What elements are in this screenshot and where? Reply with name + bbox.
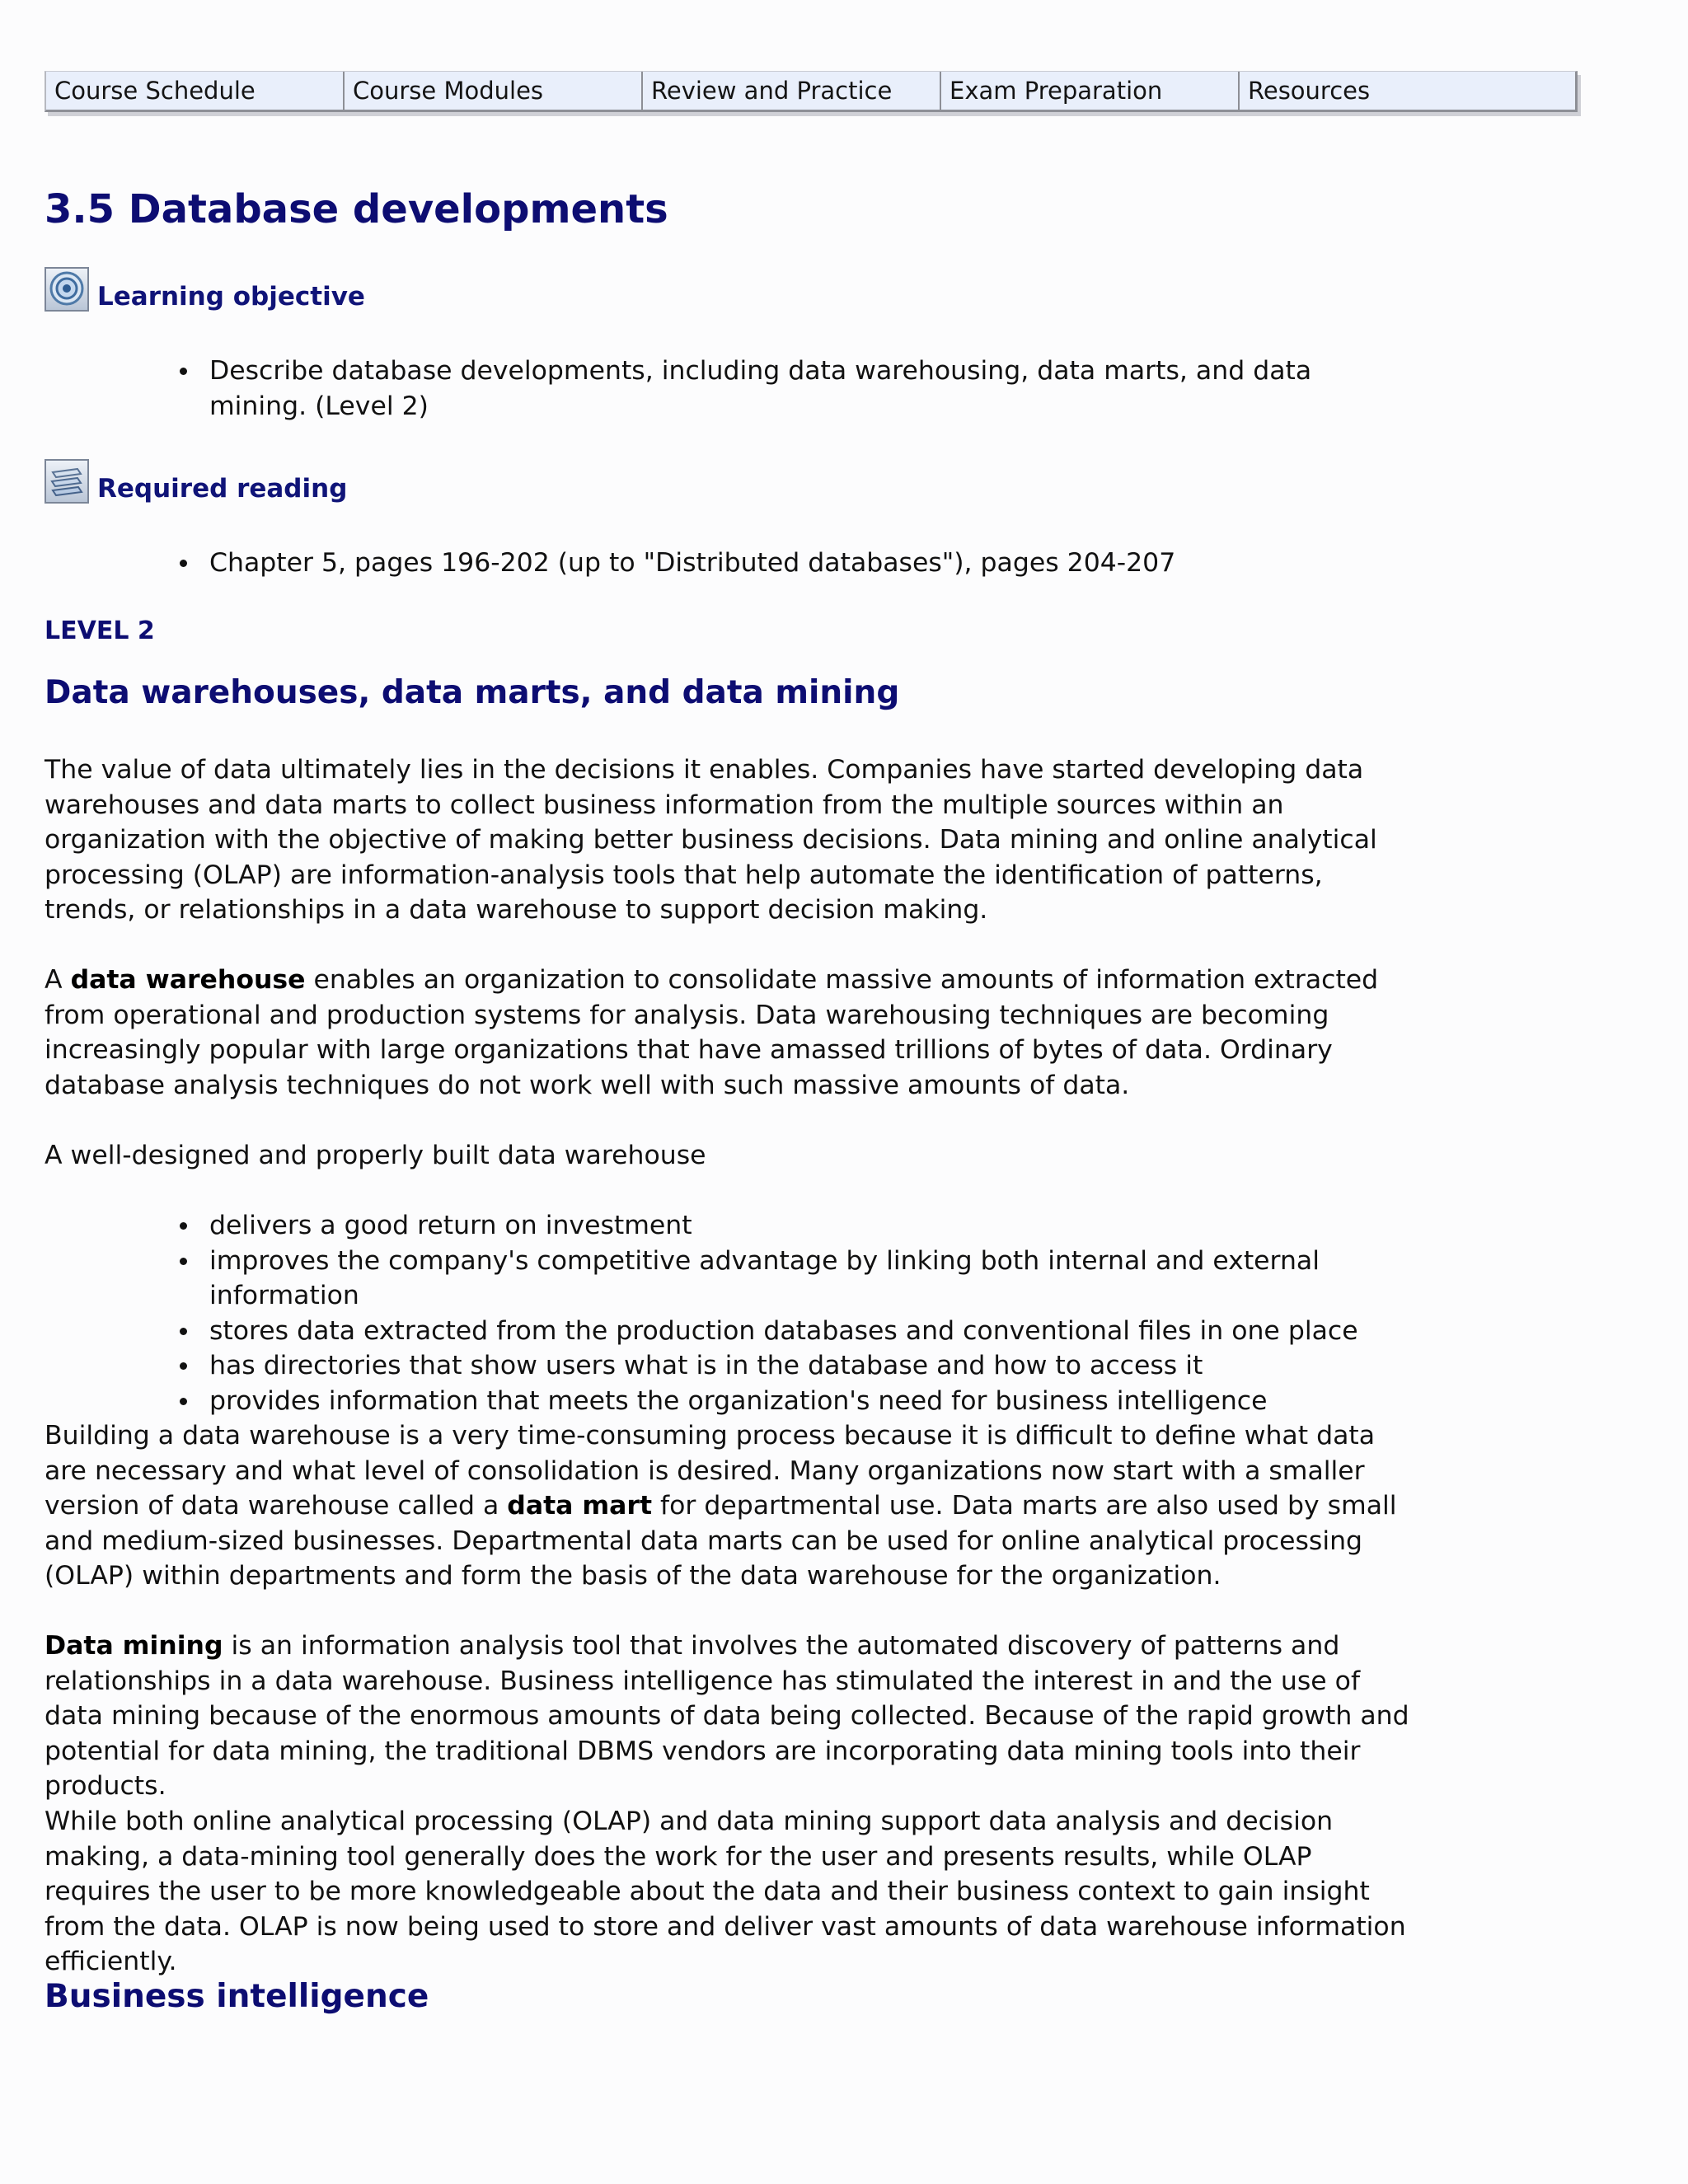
paragraph-data-mart: [45, 1418, 1413, 1594]
learning-objective-heading: Learning objective: [97, 282, 365, 312]
list-item: improves the company's competitive advantage by linking both internal and external information: [45, 1244, 1429, 1314]
paragraph-intro: The value of data ultimately lies in the decisions it enables. Companies have started developing data warehouses and data marts to collect business information from the multiple sources within an organization with the objective of making better business decisions. Data mining and online analytical processing (OLAP) are information-analysis tools that help automate the identification of patterns, trends, or relationships in a data warehouse to support decision making.: [45, 755, 1377, 925]
learning-objective-list: [45, 354, 1429, 424]
paragraph-well-designed: A well-designed and properly built data warehouse: [45, 1141, 706, 1170]
list-item: Describe database developments, including data warehousing, data marts, and data mining. (Level 2): [45, 354, 1429, 424]
target-icon: [45, 267, 89, 312]
required-reading-heading: Required reading: [97, 474, 348, 504]
term-data-warehouse: data warehouse: [70, 965, 306, 995]
section-heading-business-intelligence: Business intelligence: [45, 1978, 429, 2015]
list-item: Chapter 5, pages 196-202 (up to "Distributed databases"), pages 204-207: [45, 546, 1429, 581]
nav-course-modules[interactable]: Course Modules: [345, 72, 643, 110]
list-item: provides information that meets the organization's need for business intelligence: [45, 1384, 1429, 1419]
term-data-mart: data mart: [507, 1491, 653, 1521]
page-title: 3.5 Database developments: [45, 186, 668, 232]
text: Building a data warehouse is a very time-consuming process because it is difficult to define what data are necessary and what level of consolidation is desired. Many organizations now start with a smaller version of data warehouse called a: [45, 1421, 1376, 1521]
text: enables an organization to consolidate massive amounts of information extracted from operational and production systems for analysis. Data warehousing techniques are becoming increasingly popular with large organizations that have amassed trillions of bytes of data. Ordinary database analysis techniques do not work well with such massive amounts of data.: [45, 965, 1379, 1100]
nav-exam-preparation[interactable]: Exam Preparation: [941, 72, 1240, 110]
paragraph-data-warehouse: [45, 963, 1413, 1103]
required-reading-list: [45, 546, 1429, 581]
benefits-list: [45, 1208, 1429, 1418]
books-icon: [45, 459, 89, 504]
nav-review-and-practice[interactable]: Review and Practice: [643, 72, 941, 110]
required-reading-header: [45, 459, 347, 504]
nav-resources[interactable]: Resources: [1248, 77, 1371, 105]
nav-course-schedule[interactable]: Course Schedule: [46, 72, 345, 110]
text: is an information analysis tool that involves the automated discovery of patterns and relationships in a data warehouse. Business intelligence has stimulated the interest in and the use of data mining because of the enormous amounts of data being collected. Because of the rapid growth and potential for data mining, the traditional DBMS vendors are incorporating data mining tools into their products.: [45, 1631, 1409, 1801]
term-data-mining: Data mining: [45, 1631, 223, 1661]
text: A: [45, 965, 71, 995]
text: for departmental use. Data marts are also used by small and medium-sized businesses. Departmental data marts can be used for online analytical processing (OLAP) within departments and form the basis of the data warehouse for the organization.: [45, 1491, 1397, 1591]
list-item: has directories that show users what is in the database and how to access it: [45, 1348, 1429, 1384]
course-navigation-bar: [45, 71, 1578, 112]
section-heading-data-warehouses: Data warehouses, data marts, and data mining: [45, 674, 900, 711]
level-label: LEVEL 2: [45, 616, 155, 645]
paragraph-data-mining: [45, 1629, 1413, 1804]
list-item: delivers a good return on investment: [45, 1208, 1429, 1244]
list-item: stores data extracted from the production databases and conventional files in one place: [45, 1314, 1429, 1349]
learning-objective-header: [45, 267, 365, 312]
paragraph-olap: While both online analytical processing (OLAP) and data mining support data analysis and decision making, a data-mining tool generally does the work for the user and presents results, while OLAP requires the user to be more knowledgeable about the data and their business context to gain insight from the data. OLAP is now being used to store and deliver vast amounts of data warehouse information efficiently.: [45, 1807, 1406, 1976]
